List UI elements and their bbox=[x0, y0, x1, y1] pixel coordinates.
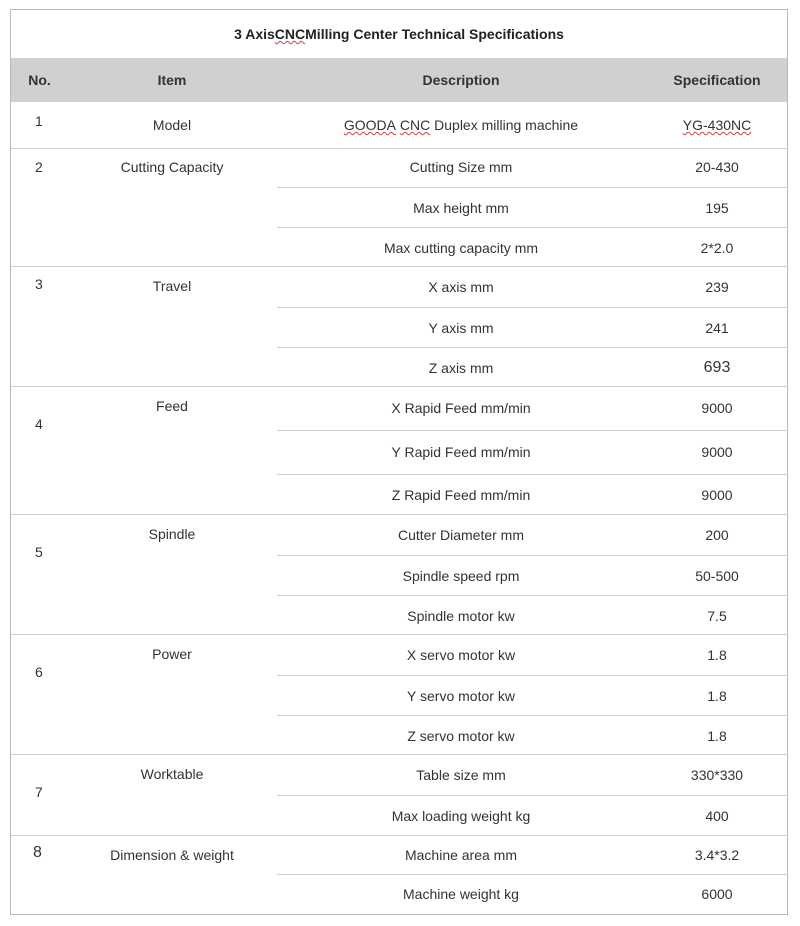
description-cell: Y axis mm bbox=[428, 319, 494, 336]
item-spindle: Spindle bbox=[148, 526, 196, 542]
title-suffix: Milling Center Technical Specifications bbox=[305, 26, 564, 42]
row-number-7: 7 bbox=[35, 784, 43, 800]
description-cell: Max loading weight kg bbox=[391, 807, 531, 824]
spec-cell: 20-430 bbox=[695, 159, 739, 175]
row-number-8: 8 bbox=[33, 844, 42, 861]
spec-cell: 9000 bbox=[701, 400, 733, 416]
spec-model: YG-430NC bbox=[682, 117, 752, 133]
description-cell: Z axis mm bbox=[428, 359, 494, 376]
spec-cell: 1.8 bbox=[707, 727, 727, 744]
spec-table-frame bbox=[10, 9, 788, 915]
spec-cell: 400 bbox=[705, 807, 729, 824]
spec-cell: 1.8 bbox=[707, 647, 727, 663]
description-cell: Max cutting capacity mm bbox=[383, 239, 539, 256]
header-description: Description bbox=[422, 72, 500, 88]
spec-cell: 241 bbox=[705, 319, 729, 336]
item-dimension-weight: Dimension & weight bbox=[110, 847, 234, 863]
description-cell: X Rapid Feed mm/min bbox=[391, 400, 531, 416]
spec-cell: 6000 bbox=[701, 886, 733, 902]
row-number-1: 1 bbox=[35, 113, 43, 129]
spec-cell: 7.5 bbox=[707, 607, 727, 624]
header-no: No. bbox=[28, 72, 51, 88]
description-cell: Y Rapid Feed mm/min bbox=[391, 444, 531, 460]
spec-cell: 200 bbox=[705, 527, 729, 543]
item-feed: Feed bbox=[156, 398, 188, 414]
spec-cell: 239 bbox=[705, 279, 729, 295]
item-cutting-capacity: Cutting Capacity bbox=[120, 159, 224, 175]
description-cell: Z servo motor kw bbox=[407, 727, 515, 744]
description-cell: X servo motor kw bbox=[406, 647, 516, 663]
spec-cell: 693 bbox=[703, 358, 731, 376]
description-cell: Spindle motor kw bbox=[407, 607, 515, 624]
spec-cell: 9000 bbox=[701, 487, 733, 503]
row-number-3: 3 bbox=[35, 276, 43, 292]
row-number-2: 2 bbox=[35, 159, 43, 175]
spec-cell: 2*2.0 bbox=[700, 239, 734, 256]
description-cell: Table size mm bbox=[416, 767, 506, 783]
item-power: Power bbox=[152, 646, 192, 662]
description-cell bbox=[276, 102, 646, 148]
title-prefix: 3 Axis bbox=[234, 26, 275, 42]
spec-cell: 195 bbox=[705, 199, 729, 216]
row-number-4: 4 bbox=[35, 416, 43, 432]
item-model: Model bbox=[152, 117, 192, 133]
spec-cell: 50-500 bbox=[695, 568, 739, 584]
desc-brand: GOODA bbox=[343, 117, 397, 133]
description-cell: X axis mm bbox=[428, 279, 494, 295]
description-cell: Z Rapid Feed mm/min bbox=[391, 487, 531, 503]
row-number-5: 5 bbox=[35, 544, 43, 560]
header-row bbox=[11, 58, 787, 102]
description-cell: Y servo motor kw bbox=[407, 687, 515, 704]
spec-cell: 1.8 bbox=[707, 687, 727, 704]
desc-cnc: CNC bbox=[399, 117, 431, 133]
spec-cell: 9000 bbox=[701, 444, 733, 460]
row-number-6: 6 bbox=[35, 664, 43, 680]
description-cell: Machine weight kg bbox=[403, 886, 519, 902]
description-cell: Max height mm bbox=[413, 199, 509, 216]
description-cell: Cutter Diameter mm bbox=[397, 527, 525, 543]
desc-rest: Duplex milling machine bbox=[430, 117, 579, 133]
title-cnc: CNC bbox=[274, 26, 306, 42]
item-worktable: Worktable bbox=[140, 766, 204, 782]
spec-cell: 330*330 bbox=[690, 767, 744, 783]
header-specification: Specification bbox=[673, 72, 761, 88]
description-cell: Spindle speed rpm bbox=[402, 568, 520, 584]
description-cell: Machine area mm bbox=[404, 847, 518, 863]
table-title bbox=[11, 10, 787, 58]
item-travel: Travel bbox=[152, 278, 192, 294]
header-item: Item bbox=[157, 72, 187, 88]
spec-cell bbox=[646, 102, 788, 148]
spec-cell: 3.4*3.2 bbox=[694, 847, 740, 863]
description-cell: Cutting Size mm bbox=[409, 159, 513, 175]
